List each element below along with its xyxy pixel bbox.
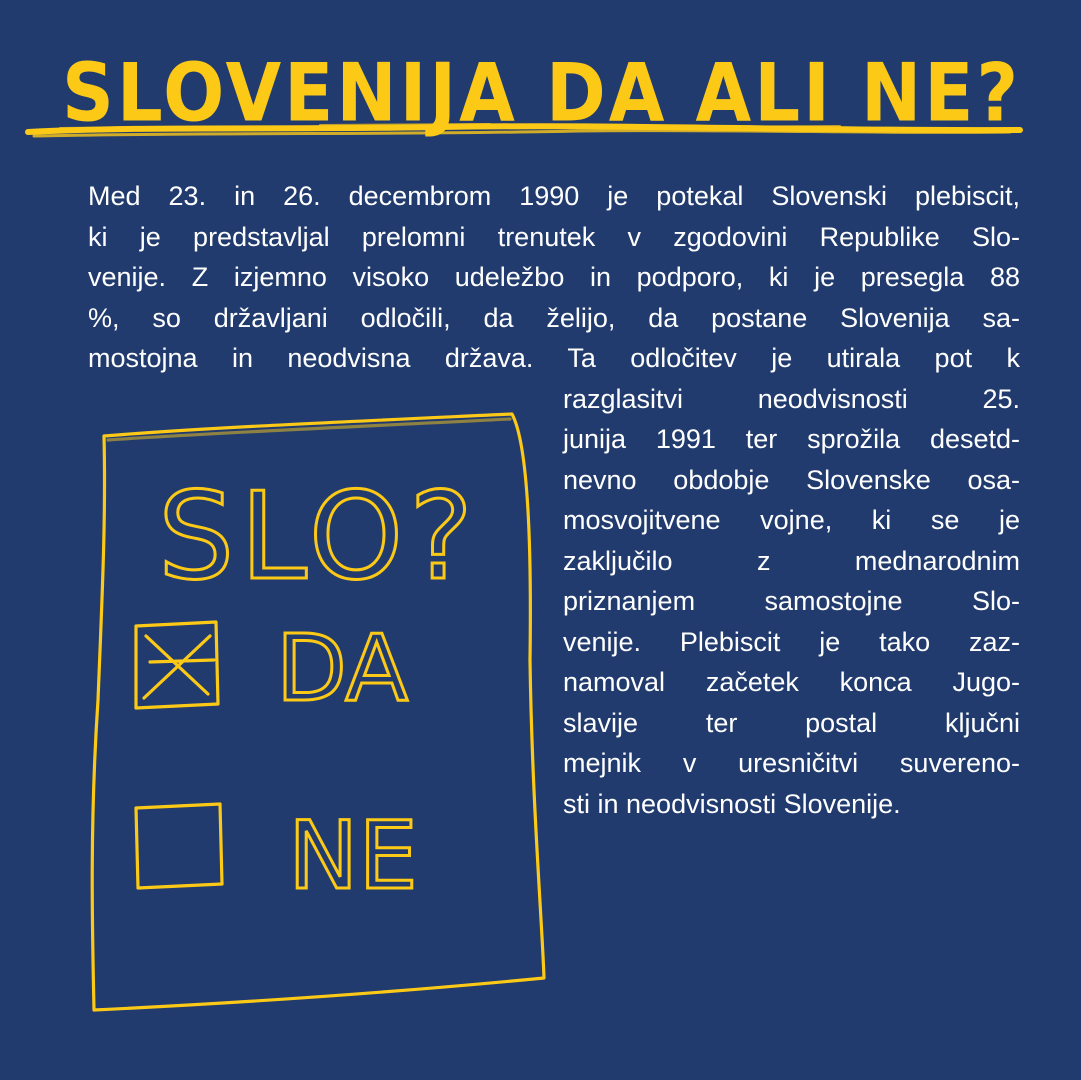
paragraph-line: %, so državljani odločili, da želijo, da postane Slovenija sa- [88, 302, 1020, 333]
paragraph-line: venije. Z izjemno visoko udeležbo in podporo, ki je presegla 88 [88, 262, 1020, 292]
checkbox-no-empty [136, 804, 222, 888]
paragraph-line: Med 23. in 26. decembrom 1990 je potekal Slovenski plebiscit, [88, 181, 1020, 211]
option-yes-label: DA [276, 615, 409, 722]
checkbox-yes-checked [136, 622, 218, 708]
paragraph-line: razglasitvi neodvisnosti 25. [563, 383, 1020, 414]
option-no-label: NE [288, 802, 418, 911]
paragraph-line: sti in neodvisnosti Slovenije. [563, 788, 901, 819]
paragraph-line: slavije ter postal ključni [563, 707, 1020, 738]
paragraph-line: junija 1991 ter sprožila desetd- [563, 424, 1020, 454]
paragraph-line: zaključilo z mednarodnim [563, 545, 1020, 576]
paragraph-line: mostojna in neodvisna država. Ta odločitev je utirala pot k [88, 343, 1020, 373]
paragraph-line: mejnik v uresničitvi suvereno- [563, 748, 1020, 778]
page-title: SLOVENIJA DA ALI NE? [62, 45, 1022, 140]
paragraph-top [88, 176, 1020, 379]
paragraph-line: priznanjem samostojne Slo- [563, 586, 1020, 616]
paragraph-line: venije. Plebiscit je tako zaz- [563, 626, 1020, 657]
paragraph-column [563, 379, 1020, 825]
paragraph-line: ki je predstavljal prelomni trenutek v zgodovini Republike Slo- [88, 221, 1020, 252]
ballot-drawing [80, 400, 550, 1040]
paragraph-line: namoval začetek konca Jugo- [563, 667, 1020, 697]
brush-underline [20, 118, 1030, 148]
paragraph-line: nevno obdobje Slovenske osa- [563, 464, 1020, 495]
ballot-heading: SLO? [158, 468, 479, 607]
paragraph-line: mosvojitvene vojne, ki se je [563, 505, 1020, 535]
